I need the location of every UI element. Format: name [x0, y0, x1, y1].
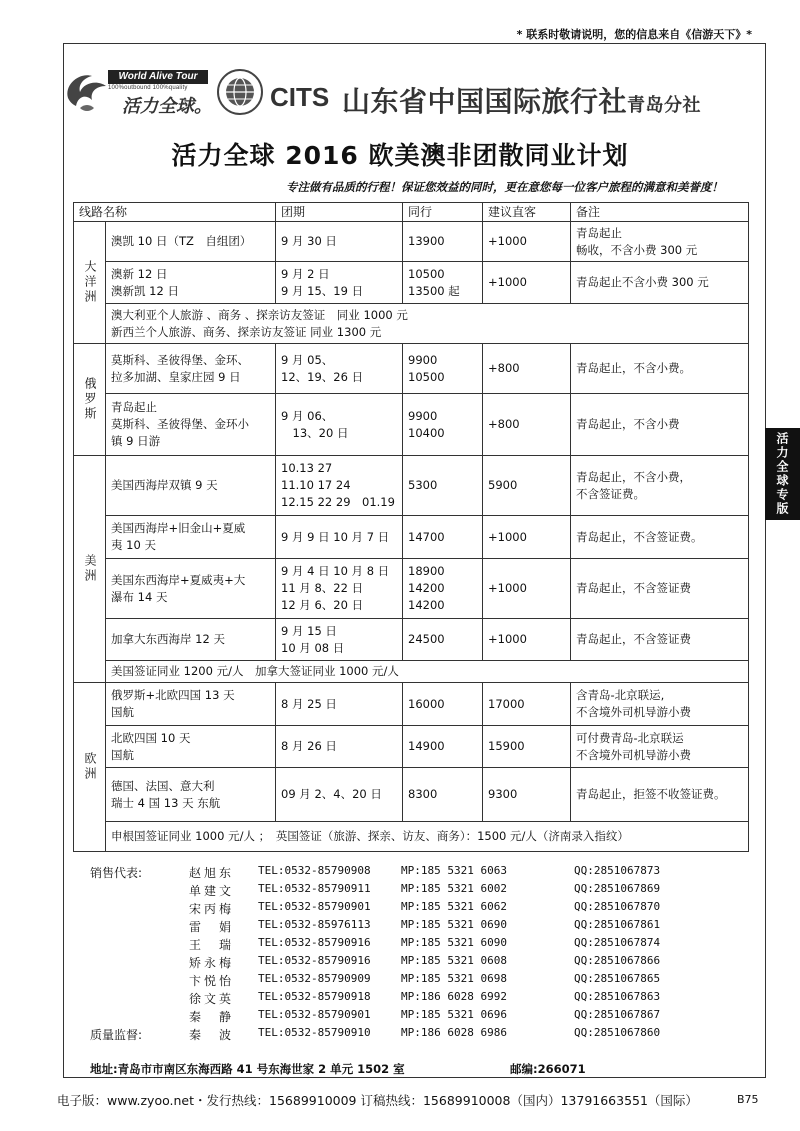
header-dates: 团期 [276, 203, 403, 222]
contact-qq: QQ:2851067860 [574, 1026, 661, 1039]
contact-tel: TEL:0532-85790901 [258, 900, 371, 913]
note-cell: 青岛起止，不含小费， 不含签证费。 [571, 456, 749, 516]
postcode: 邮编:266071 [510, 1062, 586, 1076]
tour-plan-table [73, 202, 749, 852]
peer-price-cell: 9900 10500 [403, 344, 483, 394]
contact-name: 徐文英 [189, 992, 231, 1006]
dates-cell: 8 月 26 日 [276, 726, 403, 768]
dates-cell: 9 月 15 日 10 月 08 日 [276, 619, 403, 661]
region-oceania: 大洋洲 [74, 222, 106, 344]
table-row [74, 726, 749, 768]
table-row [74, 262, 749, 304]
retail-price-cell: +800 [483, 394, 571, 456]
world-alive-wordmark: World Alive Tour [108, 70, 208, 84]
page-number: B75 [737, 1093, 759, 1106]
world-alive-logo [62, 68, 212, 118]
header-peer-price: 同行 [403, 203, 483, 222]
note-cell: 青岛起止，不含签证费。 [571, 516, 749, 559]
retail-price-cell: +1000 [483, 619, 571, 661]
cits-wordmark: CITS [270, 82, 330, 112]
contact-qq: QQ:2851067865 [574, 972, 661, 985]
contact-mobile: MP:185 5321 6062 [401, 900, 507, 913]
list-item [88, 1008, 758, 1026]
contact-name: 矫永梅 [189, 956, 231, 970]
page-title: 活力全球 2016 欧美澳非团散同业计划 [171, 141, 629, 170]
side-tab: 活力全球专版 [765, 428, 800, 520]
route-cell: 澳凯 10 日（TZ 自组团） [106, 222, 276, 262]
retail-price-cell: +1000 [483, 559, 571, 619]
sales-label: 销售代表: [90, 866, 143, 880]
dates-cell: 9 月 9 日 10 月 7 日 [276, 516, 403, 559]
dates-cell: 9 月 06、 13、20 日 [276, 394, 403, 456]
visa-note-oceania: 澳大利亚个人旅游 、商务 、探亲访友签证 同业 1000 元 新西兰个人旅游、商务、探亲访友签证 同业 1300 元 [106, 304, 749, 344]
contact-qq: QQ:2851067874 [574, 936, 661, 949]
contact-name: 单建文 [189, 884, 231, 898]
table-row [74, 619, 749, 661]
contact-tel: TEL:0532-85790911 [258, 882, 371, 895]
contact-tel: TEL:0532-85976113 [258, 918, 371, 931]
peer-price-cell: 18900 14200 14200 [403, 559, 483, 619]
route-cell: 美国西海岸双镇 9 天 [106, 456, 276, 516]
list-item [88, 990, 758, 1008]
note-cell: 青岛起止，不含签证费 [571, 559, 749, 619]
address: 地址:青岛市市南区东海西路 41 号东海世家 2 单元 1502 室 [90, 1062, 405, 1076]
cits-branch: 青岛分社 [627, 95, 702, 116]
region-europe: 欧洲 [74, 683, 106, 852]
route-cell: 美国东西海岸+夏威夷+大 瀑布 14 天 [106, 559, 276, 619]
retail-price-cell: 17000 [483, 683, 571, 726]
note-cell: 青岛起止，拒签不收签证费。 [571, 768, 749, 822]
cits-name: 山东省中国国际旅行社 [342, 85, 628, 118]
contact-mobile: MP:185 5321 6090 [401, 936, 507, 949]
peer-price-cell: 14900 [403, 726, 483, 768]
dates-cell: 9 月 30 日 [276, 222, 403, 262]
contact-name: 宋丙梅 [189, 902, 231, 916]
contact-name: 秦 静 [189, 1010, 231, 1024]
retail-price-cell: +1000 [483, 516, 571, 559]
contact-tel: TEL:0532-85790918 [258, 990, 371, 1003]
list-item [88, 954, 758, 972]
note-cell: 青岛起止，不含小费 [571, 394, 749, 456]
route-cell: 美国西海岸+旧金山+夏威 夷 10 天 [106, 516, 276, 559]
region-americas: 美洲 [74, 456, 106, 683]
contact-tel: TEL:0532-85790908 [258, 864, 371, 877]
slogan: 专注做有品质的行程！保证您效益的同时，更在意您每一位客户旅程的满意和美誉度！ [286, 180, 723, 194]
contact-qq: QQ:2851067873 [574, 864, 661, 877]
contact-tel: TEL:0532-85790916 [258, 936, 371, 949]
contact-mobile: MP:185 5321 0698 [401, 972, 507, 985]
contact-tel: TEL:0532-85790909 [258, 972, 371, 985]
table-row [74, 222, 749, 262]
contact-tel: TEL:0532-85790901 [258, 1008, 371, 1021]
list-item [88, 936, 758, 954]
contact-mobile: MP:185 5321 6063 [401, 864, 507, 877]
route-cell: 澳新 12 日 澳新凯 12 日 [106, 262, 276, 304]
retail-price-cell: 15900 [483, 726, 571, 768]
table-row [74, 344, 749, 394]
table-row [74, 683, 749, 726]
dates-cell: 09 月 2、4、20 日 [276, 768, 403, 822]
peer-price-cell: 24500 [403, 619, 483, 661]
contact-mobile: MP:185 5321 0608 [401, 954, 507, 967]
dates-cell: 9 月 4 日 10 月 8 日 11 月 8、22 日 12 月 6、20 日 [276, 559, 403, 619]
list-item [88, 918, 758, 936]
route-cell: 德国、法国、意大利 瑞士 4 国 13 天 东航 [106, 768, 276, 822]
route-cell: 莫斯科、圣彼得堡、金环、 拉多加湖、皇家庄园 9 日 [106, 344, 276, 394]
table-header-row [74, 203, 749, 222]
table-row [74, 559, 749, 619]
list-item [88, 882, 758, 900]
note-cell: 含青岛-北京联运, 不含境外司机导游小费 [571, 683, 749, 726]
peer-price-cell: 5300 [403, 456, 483, 516]
dates-cell: 8 月 25 日 [276, 683, 403, 726]
contact-qq: QQ:2851067869 [574, 882, 661, 895]
footer-info: 电子版：www.zyoo.net・发行热线：15689910009 订稿热线：15689910008（国内）13791663551（国际） [57, 1093, 698, 1108]
world-alive-tagline: 100%outbound 100%quality [108, 85, 188, 91]
contact-name: 秦 波 [189, 1028, 231, 1042]
contact-mobile: MP:186 6028 6986 [401, 1026, 507, 1039]
visa-note-europe: 申根国签证同业 1000 元/人 ； 英国签证（旅游、探亲、访友、商务）：1500 元/人（济南录入指纹） [106, 822, 749, 852]
note-cell: 青岛起止，不含小费。 [571, 344, 749, 394]
peer-price-cell: 8300 [403, 768, 483, 822]
retail-price-cell: +800 [483, 344, 571, 394]
retail-price-cell: 9300 [483, 768, 571, 822]
retail-price-cell: +1000 [483, 262, 571, 304]
list-item [88, 864, 758, 882]
peer-price-cell: 16000 [403, 683, 483, 726]
retail-price-cell: 5900 [483, 456, 571, 516]
supervisor-label: 质量监督: [90, 1028, 143, 1042]
contact-mobile: MP:185 5321 6002 [401, 882, 507, 895]
contact-name: 卞悦怡 [189, 974, 231, 988]
header-route: 线路名称 [74, 203, 276, 222]
contact-mobile: MP:185 5321 0690 [401, 918, 507, 931]
contact-name: 赵旭东 [189, 866, 231, 880]
contact-name: 雷 娟 [189, 920, 231, 934]
contact-name: 王 瑞 [189, 938, 231, 952]
sales-contacts [88, 864, 758, 1044]
cits-company-name [342, 80, 701, 120]
list-item [88, 1026, 758, 1044]
visa-note-americas: 美国签证同业 1200 元/人 加拿大签证同业 1000 元/人 [106, 661, 749, 683]
table-row [74, 456, 749, 516]
contact-qq: QQ:2851067867 [574, 1008, 661, 1021]
contact-qq: QQ:2851067863 [574, 990, 661, 1003]
list-item [88, 900, 758, 918]
note-cell: 可付费青岛-北京联运 不含境外司机导游小费 [571, 726, 749, 768]
list-item [88, 972, 758, 990]
note-cell: 青岛起止，不含签证费 [571, 619, 749, 661]
route-cell: 青岛起止 莫斯科、圣彼得堡、金环小 镇 9 日游 [106, 394, 276, 456]
phoenix-icon [62, 68, 110, 116]
route-cell: 加拿大东西海岸 12 天 [106, 619, 276, 661]
contact-mobile: MP:186 6028 6992 [401, 990, 507, 1003]
world-alive-cn: 活力全球。 [122, 96, 212, 117]
note-cell: 青岛起止不含小费 300 元 [571, 262, 749, 304]
contact-qq: QQ:2851067866 [574, 954, 661, 967]
region-russia: 俄罗斯 [74, 344, 106, 456]
table-row [74, 822, 749, 852]
peer-price-cell: 14700 [403, 516, 483, 559]
route-cell: 北欧四国 10 天 国航 [106, 726, 276, 768]
dates-cell: 9 月 05、 12、19、26 日 [276, 344, 403, 394]
note-cell: 青岛起止 畅收，不含小费 300 元 [571, 222, 749, 262]
cits-globe-icon [216, 68, 264, 116]
peer-price-cell: 9900 10400 [403, 394, 483, 456]
route-cell: 俄罗斯+北欧四国 13 天 国航 [106, 683, 276, 726]
table-row [74, 661, 749, 683]
table-row [74, 394, 749, 456]
contact-tel: TEL:0532-85790916 [258, 954, 371, 967]
table-row [74, 516, 749, 559]
top-note: * 联系时敬请说明，您的信息来自《信游天下》* [516, 28, 752, 41]
contact-tel: TEL:0532-85790910 [258, 1026, 371, 1039]
contact-qq: QQ:2851067870 [574, 900, 661, 913]
contact-mobile: MP:185 5321 0696 [401, 1008, 507, 1021]
table-row [74, 304, 749, 344]
contact-qq: QQ:2851067861 [574, 918, 661, 931]
header-retail-price: 建议直客 [483, 203, 571, 222]
header-notes: 备注 [571, 203, 749, 222]
peer-price-cell: 13900 [403, 222, 483, 262]
dates-cell: 9 月 2 日 9 月 15、19 日 [276, 262, 403, 304]
dates-cell: 10.13 27 11.10 17 24 12.15 22 29 01.19 [276, 456, 403, 516]
retail-price-cell: +1000 [483, 222, 571, 262]
table-row [74, 768, 749, 822]
peer-price-cell: 10500 13500 起 [403, 262, 483, 304]
